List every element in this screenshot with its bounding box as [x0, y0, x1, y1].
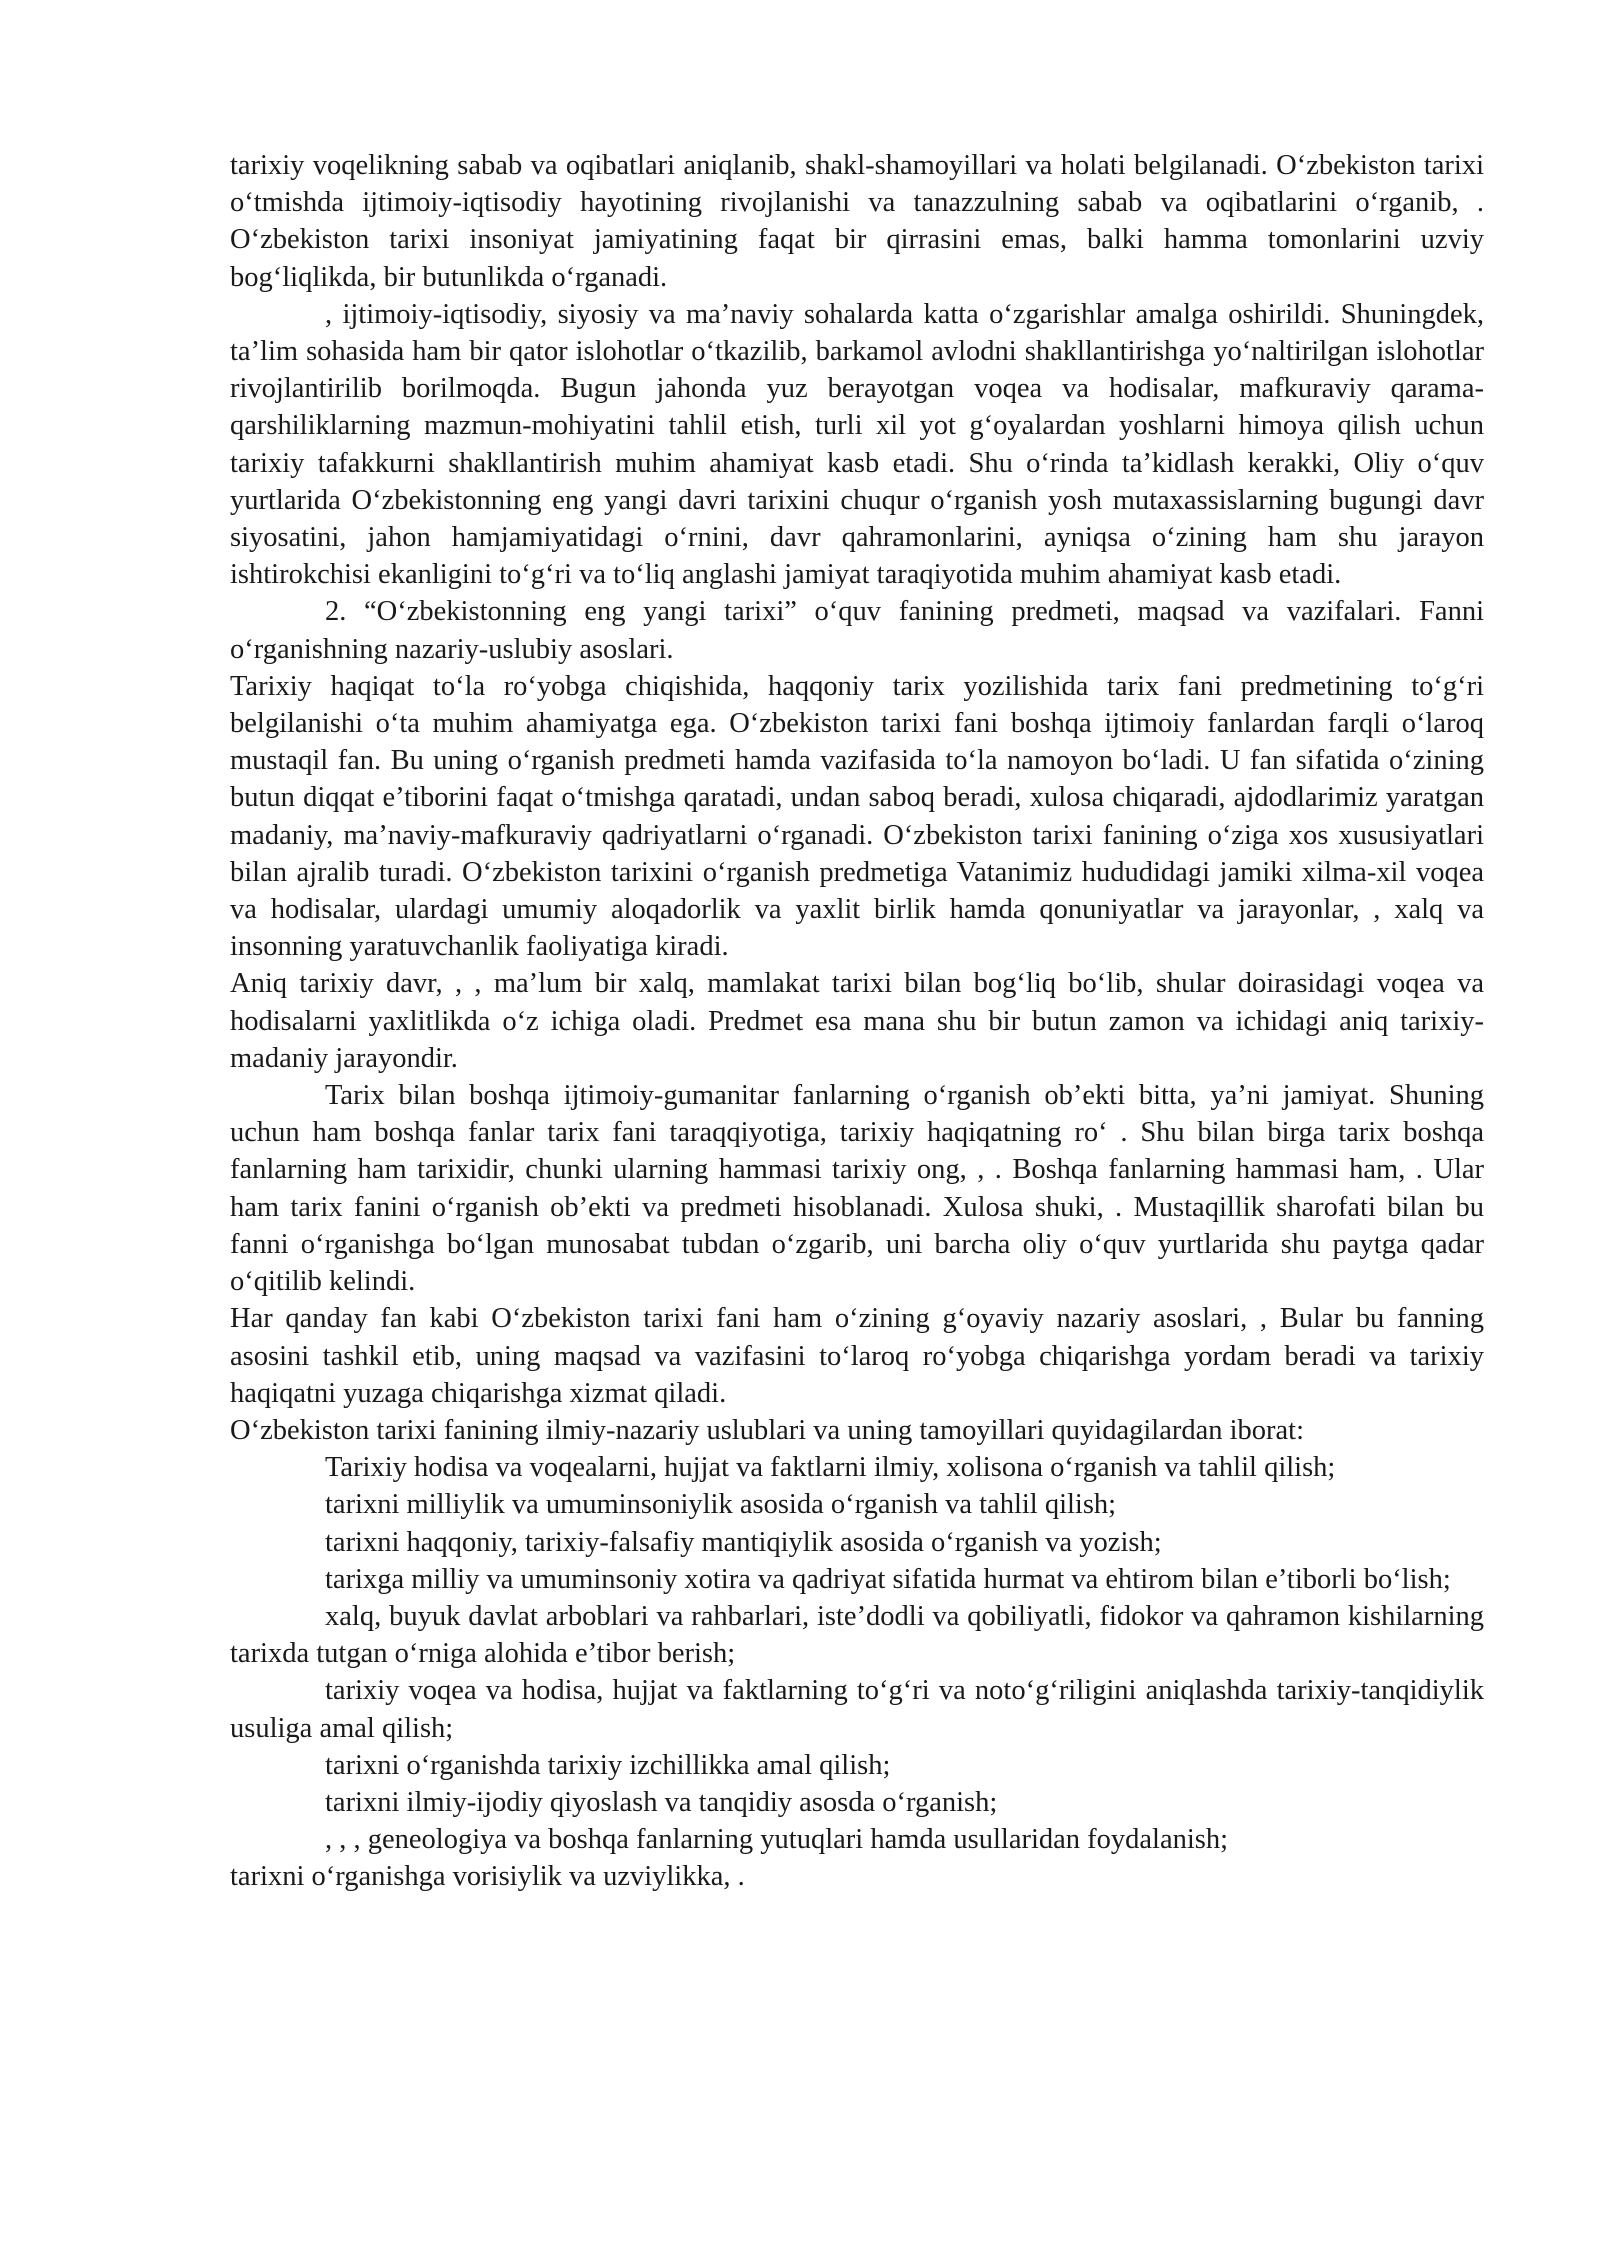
- paragraph-foundations: Har qanday fan kabi O‘zbekiston tarixi fani ham o‘zining g‘oyaviy nazariy asoslari, , Bular bu fanning asosini tashkil etib, uning maqsad va vazifasini to‘laroq ro‘yobga chiqarishga yordam beradi va tarixiy haqiqatni yuzaga chiqarishga xizmat qiladi.: [230, 1303, 1484, 1409]
- paragraph-intro: tarixiy voqelikning sabab va oqibatlari aniqlanib, shakl-shamoyillari va holati belgilanadi. O‘zbekiston tarixi o‘tmishda ijtimoiy-iqtisodiy hayotining rivojlanishi va tanazzulning sabab va oqibatlarini o‘rganib, . O‘zbekiston tarixi insoniyat jamiyatining faqat bir qirrasini emas, balki hamma tomonlarini uzviy bog‘liqlikda, bir butunlikda o‘rganadi.: [230, 150, 1484, 293]
- paragraph-principles-intro: O‘zbekiston tarixi fanining ilmiy-nazariy uslublari va uning tamoyillari quyidagilardan iborat:: [230, 1414, 1305, 1446]
- list-item: tarixni haqqoniy, tarixiy-falsafiy mantiqiylik asosida o‘rganish va yozish;: [325, 1526, 1162, 1558]
- list-item: tarixga milliy va umuminsoniy xotira va qadriyat sifatida hurmat va ehtirom bilan e’tiborli bo‘lish;: [325, 1563, 1451, 1595]
- paragraph-reforms: , ijtimoiy-iqtisodiy, siyosiy va ma’naviy sohalarda katta o‘zgarishlar amalga oshirildi. Shuningdek, ta’lim sohasida ham bir qator islohotlar o‘tkazilib, barkamol avlodni shakllantirishga yo‘naltirilgan islohotlar rivojlantirilib borilmoqda. Bugun jahonda yuz berayotgan voqea va hodisalar, mafkuraviy qarama-qarshiliklarning mazmun-mohiyatini tahlil etish, turli xil yot g‘oyalardan yoshlarni himoya qilish uchun tarixiy tafakkurni shakllantirish muhim ahamiyat kasb etadi. Shu o‘rinda ta’kidlash kerakki, Oliy o‘quv yurtlarida O‘zbekistonning eng yangi davri tarixini chuqur o‘rganish yosh mutaxassislarning bugungi davr siyosatini, jahon hamjamiyatidagi o‘rnini, davr qahramonlarini, ayniqsa o‘zining ham shu jarayon ishtirokchisi ekanligini to‘g‘ri va to‘liq anglashi jamiyat taraqiyotida muhim ahamiyat kasb etadi.: [230, 298, 1484, 591]
- paragraph-period: Aniq tarixiy davr, , , ma’lum bir xalq, mamlakat tarixi bilan bog‘liq bo‘lib, shular doirasidagi voqea va hodisalarni yaxlitlikda o‘z ichiga oladi. Predmet esa mana shu bir butun zamon va ichidagi aniq tarixiy-madaniy jarayondir.: [230, 968, 1484, 1074]
- list-item-last: tarixni o‘rganishga vorisiylik va uzviylikka, .: [230, 1861, 745, 1893]
- section-heading: 2. “O‘zbekistonning eng yangi tarixi” o‘quv fanining predmeti, maqsad va vazifalari. Fanni o‘rganishning nazariy-uslubiy asoslari.: [230, 596, 1484, 665]
- paragraph-other-sciences: Tarix bilan boshqa ijtimoiy-gumanitar fanlarning o‘rganish ob’ekti bitta, ya’ni jamiyat. Shuning uchun ham boshqa fanlar tarix fani taraqqiyotiga, tarixiy haqiqatning ro‘ . Shu bilan birga tarix boshqa fanlarning ham tarixidir, chunki ularning hammasi tarixiy ong, , . Boshqa fanlarning hammasi ham, . Ular ham tarix fanini o‘rganish ob’ekti va predmeti hisoblanadi. Xulosa shuki, . Mustaqillik sharofati bilan bu fanni o‘rganishga bo‘lgan munosabat tubdan o‘zgarib, uni barcha oliy o‘quv yurtlarida shu paytga qadar o‘qitilib kelindi.: [230, 1080, 1484, 1298]
- paragraph-subject: Tarixiy haqiqat to‘la ro‘yobga chiqishida, haqqoniy tarix yozilishida tarix fani predmetining to‘g‘ri belgilanishi o‘ta muhim ahamiyatga ega. O‘zbekiston tarixi fani boshqa ijtimoiy fanlardan farqli o‘laroq mustaqil fan. Bu uning o‘rganish predmeti hamda vazifasida to‘la namoyon bo‘ladi. U fan sifatida o‘zining butun diqqat e’tiborini faqat o‘tmishga qaratadi, undan saboq beradi, xulosa chiqaradi, ajdodlarimiz yaratgan madaniy, ma’naviy-mafkuraviy qadriyatlarni o‘rganadi. O‘zbekiston tarixi fanining o‘ziga xos xususiyatlari bilan ajralib turadi. O‘zbekiston tarixini o‘rganish predmetiga Vatanimiz hududidagi jamiki xilma-xil voqea va hodisalar, ulardagi umumiy aloqadorlik va yaxlit birlik hamda qonuniyatlar va jarayonlar, , xalq va insonning yaratuvchanlik faoliyatiga kiradi.: [230, 670, 1484, 963]
- list-item: tarixni ilmiy-ijodiy qiyoslash va tanqidiy asosda o‘rganish;: [325, 1786, 998, 1818]
- list-item: xalq, buyuk davlat arboblari va rahbarlari, iste’dodli va qobiliyatli, fidokor va qahramon kishilarning tarixda tutgan o‘rniga alohida e’tibor berish;: [230, 1600, 1484, 1670]
- list-item: , , , geneologiya va boshqa fanlarning yutuqlari hamda usullaridan foydalanish;: [325, 1824, 1229, 1856]
- list-item: tarixiy voqea va hodisa, hujjat va faktlarning to‘g‘ri va noto‘g‘riligini aniqlashda tarixiy-tanqidiylik usuliga amal qilish;: [230, 1675, 1484, 1744]
- document-page: [230, 147, 1484, 1896]
- list-item: tarixni o‘rganishda tarixiy izchillikka amal qilish;: [325, 1749, 891, 1781]
- list-item: tarixni milliylik va umuminsoniylik asosida o‘rganish va tahlil qilish;: [325, 1489, 1117, 1521]
- list-item: Tarixiy hodisa va voqealarni, hujjat va faktlarni ilmiy, xolisona o‘rganish va tahlil qilish;: [325, 1452, 1336, 1484]
